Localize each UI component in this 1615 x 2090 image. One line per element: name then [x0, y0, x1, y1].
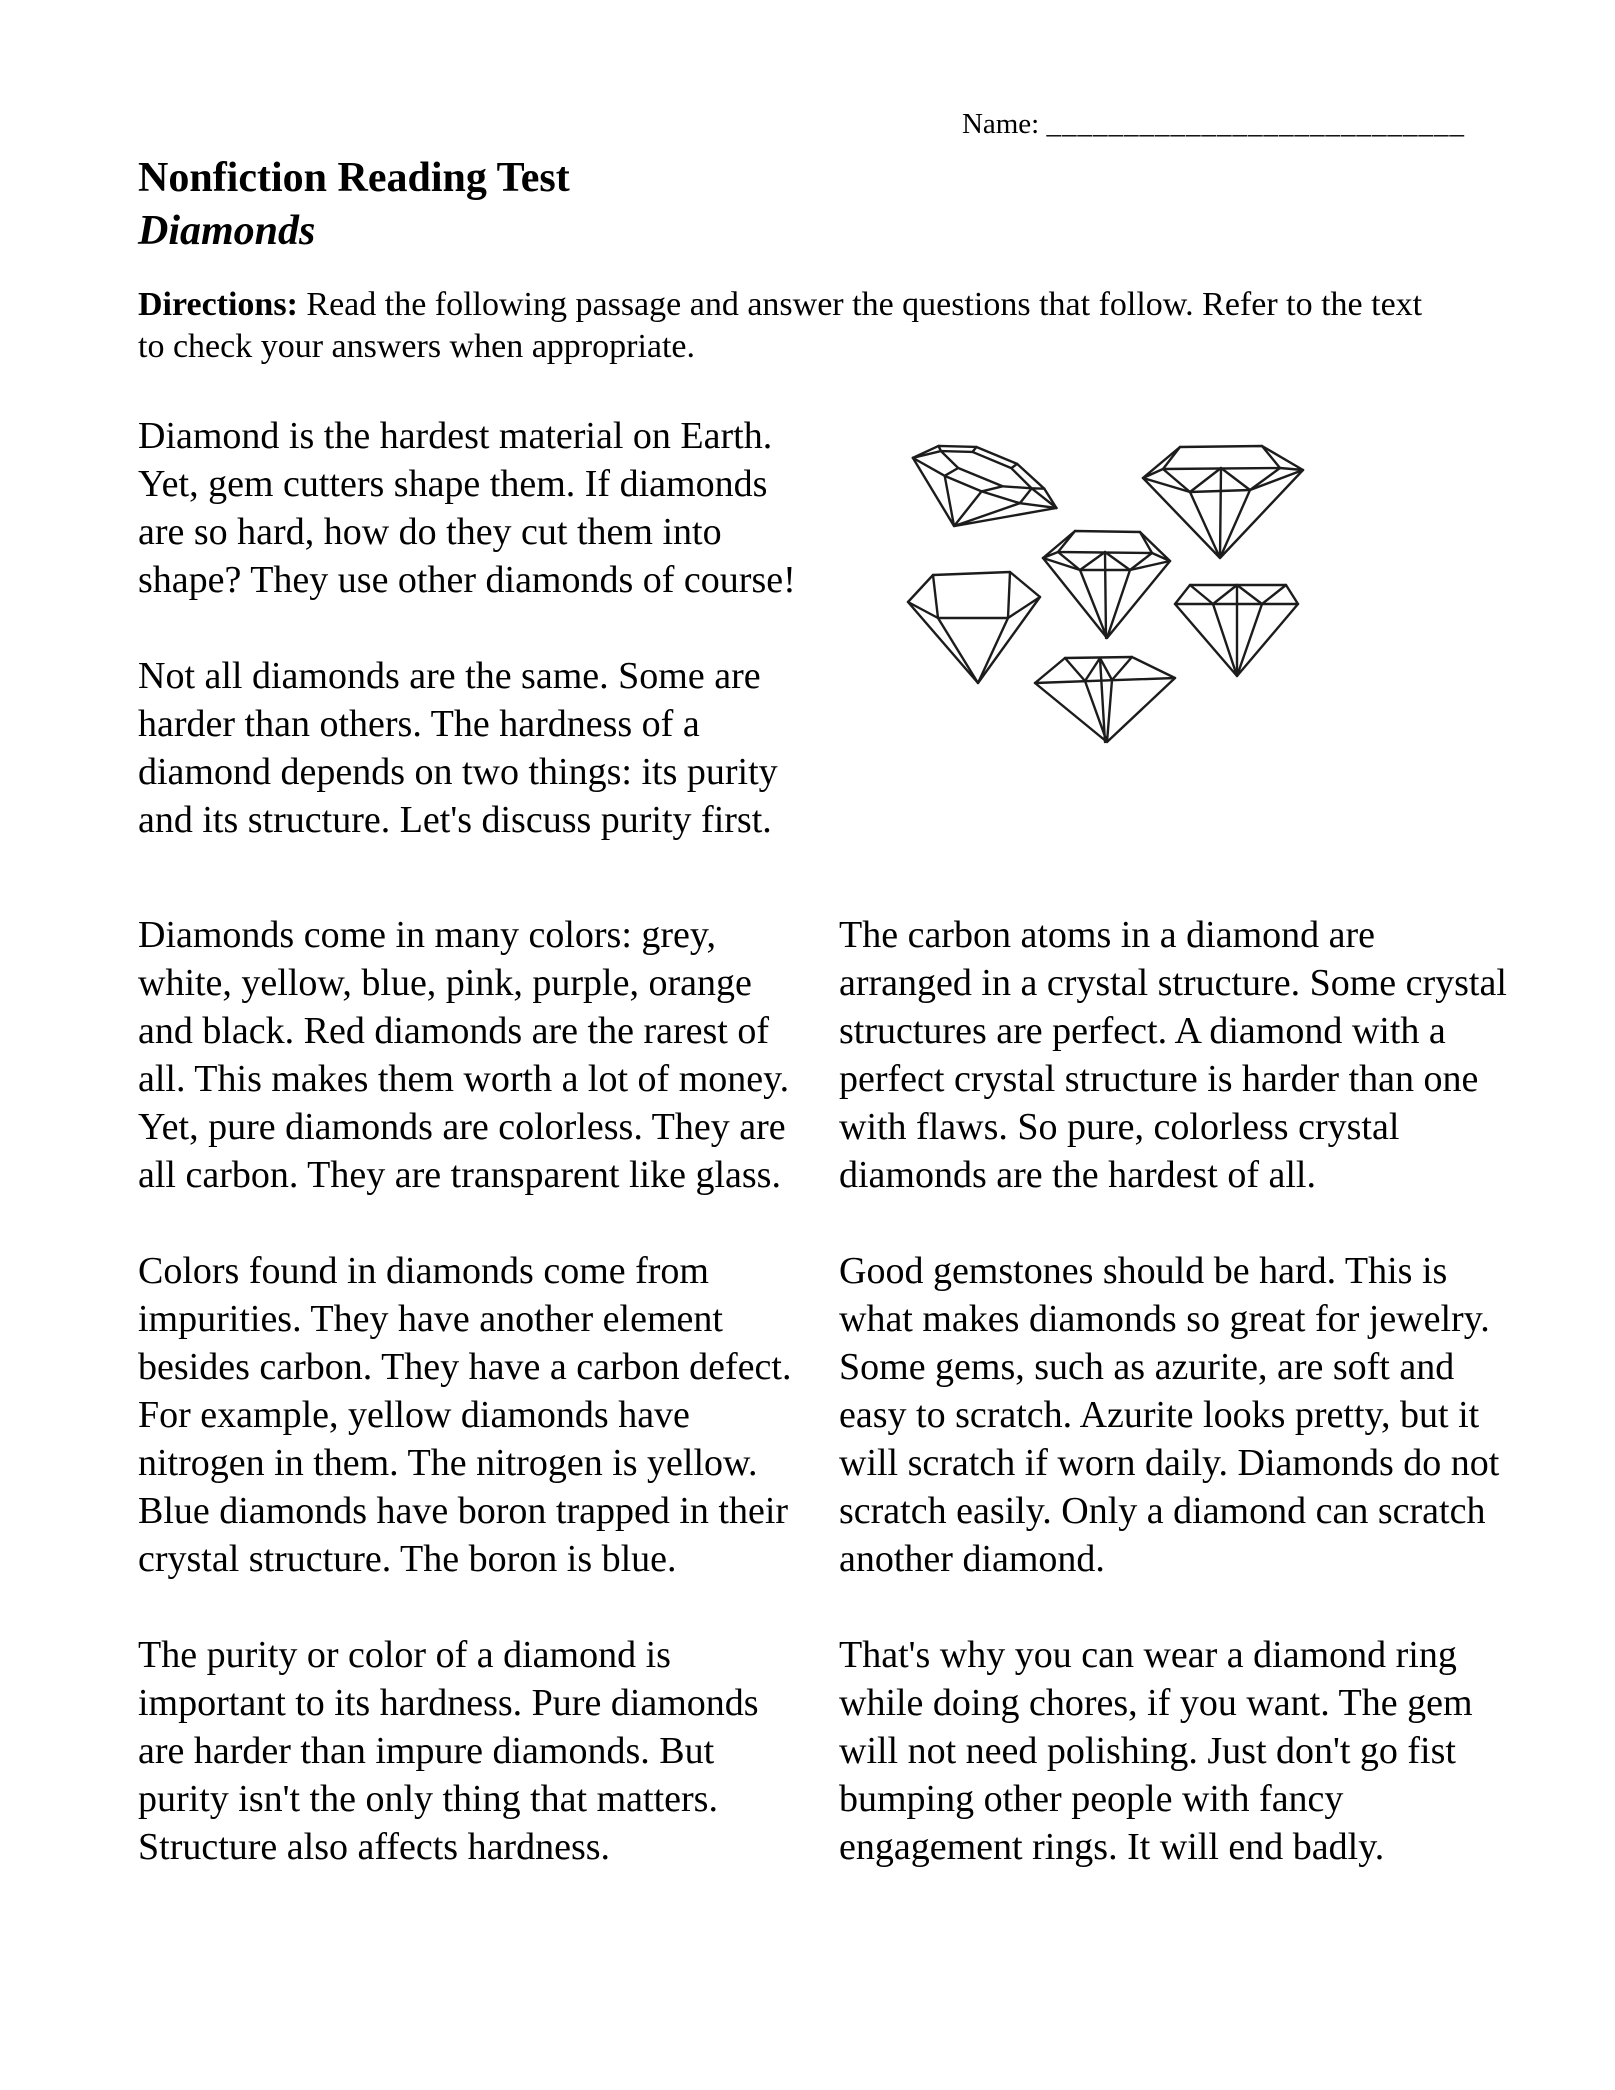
passage-columns	[138, 911, 1515, 1871]
paragraph: Not all diamonds are the same. Some are harder than others. The hardness of a diamond depends on two things: its purity and its structure. Let's discuss purity first.	[138, 655, 778, 841]
paragraph: Diamonds come in many colors: grey, white, yellow, blue, pink, purple, orange and black. Red diamonds are the rarest of all. This makes them worth a lot of money. Yet, pure diamonds are colorless. They are all carbon. They are transparent like glass.	[138, 914, 790, 1196]
diamond-wireframe-4	[908, 572, 1040, 683]
left-column	[138, 911, 814, 1871]
name-label: Name:	[961, 108, 1040, 140]
intro-illustration-column	[839, 412, 1515, 844]
diamond-wireframe-1	[900, 430, 1067, 557]
directions	[138, 284, 1448, 368]
diamond-wireframes-icon	[900, 430, 1320, 755]
intro-text-column	[138, 412, 814, 844]
paragraph: The purity or color of a diamond is important to its hardness. Pure diamonds are harder than impure diamonds. But purity isn't the only thing that matters. Structure also affects hardness.	[138, 1634, 759, 1868]
intro-section	[138, 412, 1515, 844]
name-blank-line: ___________________________	[1046, 108, 1465, 140]
directions-label: Directions:	[138, 286, 298, 323]
paragraph: Diamond is the hardest material on Earth. Yet, gem cutters shape them. If diamonds are so hard, how do they cut them into shape? They use other diamonds of course!	[138, 415, 796, 601]
diamond-wireframe-3	[1043, 531, 1170, 638]
name-row	[138, 104, 1515, 144]
paragraph: Colors found in diamonds come from impurities. They have another element besides carbon. They have a carbon defect. For example, yellow diamonds have nitrogen in them. The nitrogen is yellow. Blue diamonds have boron trapped in their crystal structure. The boron is blue.	[138, 1250, 792, 1580]
diamond-wireframe-6	[1035, 657, 1175, 742]
directions-text: Read the following passage and answer the questions that follow. Refer to the text to check your answers when appropriate.	[138, 286, 1423, 365]
page-title: Nonfiction Reading Test	[138, 155, 570, 201]
paragraph: Good gemstones should be hard. This is what makes diamonds so great for jewelry. Some gems, such as azurite, are soft and easy to scratch. Azurite looks pretty, but it will scratch if worn daily. Diamonds do not scratch easily. Only a diamond can scratch another diamond.	[839, 1250, 1500, 1580]
right-column	[839, 911, 1515, 1871]
diamond-wireframe-5	[1175, 585, 1298, 676]
paragraph: That's why you can wear a diamond ring while doing chores, if you want. The gem will not need polishing. Just don't go fist bumping other people with fancy engagement rings. It will end badly.	[839, 1634, 1473, 1868]
diamond-wireframe-2	[1143, 446, 1303, 558]
page-subtitle: Diamonds	[138, 208, 316, 254]
paragraph: The carbon atoms in a diamond are arranged in a crystal structure. Some crystal structures are perfect. A diamond with a perfect crystal structure is harder than one with flaws. So pure, colorless crystal diamonds are the hardest of all.	[839, 914, 1507, 1196]
